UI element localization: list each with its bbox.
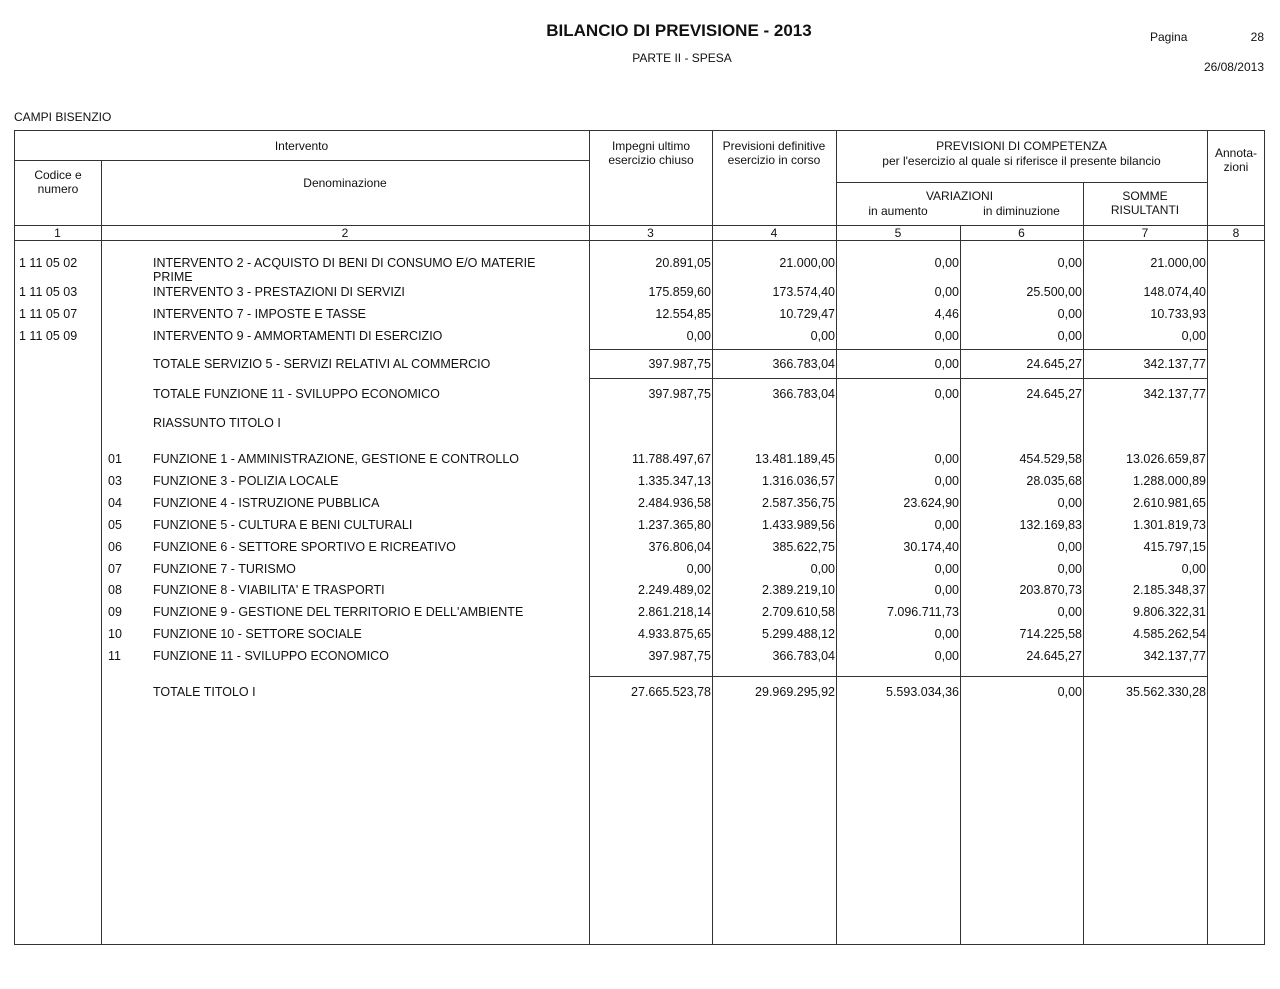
amount-cell: 9.806.322,31 <box>1133 605 1206 619</box>
header-annotazioni: Annota-zioni <box>1214 146 1258 174</box>
amount-cell: 25.500,00 <box>1026 285 1082 299</box>
header-intervento: Intervento <box>274 139 329 153</box>
amount-cell: 24.645,27 <box>1026 649 1082 663</box>
amount-cell: 29.969.295,92 <box>755 685 835 699</box>
amount-cell: 1.335.347,13 <box>638 474 711 488</box>
print-date: 26/08/2013 <box>1203 60 1264 74</box>
amount-cell: 20.891,05 <box>655 256 711 270</box>
amount-cell: 0,00 <box>810 329 835 343</box>
intervento-code: 1 11 05 02 <box>19 256 78 270</box>
amount-cell: 397.987,75 <box>648 387 711 401</box>
totale-funzione-label: TOTALE FUNZIONE 11 - SVILUPPO ECONOMICO <box>153 387 440 401</box>
page-subtitle: PARTE II - SPESA <box>632 51 732 65</box>
amount-cell: 2.861.218,14 <box>638 605 711 619</box>
grid-line <box>836 130 837 945</box>
amount-cell: 11.788.497,67 <box>631 452 711 466</box>
amount-cell: 12.554,85 <box>655 307 711 321</box>
amount-cell: 0,00 <box>1181 329 1206 343</box>
intervento-name: INTERVENTO 7 - IMPOSTE E TASSE <box>153 307 367 321</box>
amount-cell: 0,00 <box>934 518 959 532</box>
amount-cell: 2.389.219,10 <box>762 583 835 597</box>
funzione-name: FUNZIONE 4 - ISTRUZIONE PUBBLICA <box>153 496 380 510</box>
amount-cell: 4,46 <box>934 307 959 321</box>
amount-cell: 173.574,40 <box>772 285 835 299</box>
funzione-name: FUNZIONE 7 - TURISMO <box>153 562 296 576</box>
funzione-code: 05 <box>108 518 122 532</box>
amount-cell: 4.585.262,54 <box>1133 627 1206 641</box>
amount-cell: 0,00 <box>934 285 959 299</box>
amount-cell: 342.137,77 <box>1143 649 1206 663</box>
amount-cell: 0,00 <box>934 452 959 466</box>
entity-name: CAMPI BISENZIO <box>14 110 112 124</box>
header-variazioni: VARIAZIONI <box>925 189 994 203</box>
amount-cell: 376.806,04 <box>648 540 711 554</box>
amount-cell: 397.987,75 <box>648 649 711 663</box>
funzione-name: FUNZIONE 6 - SETTORE SPORTIVO E RICREATIVO <box>153 540 456 554</box>
grid-line <box>101 160 102 945</box>
amount-cell: 366.783,04 <box>772 649 835 663</box>
amount-cell: 0,00 <box>1181 562 1206 576</box>
totale-servizio-label: TOTALE SERVIZIO 5 - SERVIZI RELATIVI AL COMMERCIO <box>153 357 491 371</box>
amount-cell: 5.299.488,12 <box>762 627 835 641</box>
amount-cell: 1.433.989,56 <box>762 518 835 532</box>
amount-cell: 21.000,00 <box>779 256 835 270</box>
grid-line <box>712 130 713 945</box>
header-somme: SOMME RISULTANTI <box>1110 189 1180 217</box>
header-in-diminuzione: in diminuzione <box>983 204 1060 218</box>
amount-cell: 2.587.356,75 <box>762 496 835 510</box>
amount-cell: 1.237.365,80 <box>638 518 711 532</box>
amount-cell: 1.301.819,73 <box>1133 518 1206 532</box>
amount-cell: 385.622,75 <box>772 540 835 554</box>
amount-cell: 0,00 <box>934 583 959 597</box>
amount-cell: 342.137,77 <box>1143 357 1206 371</box>
column-number: 2 <box>341 226 349 240</box>
amount-cell: 397.987,75 <box>648 357 711 371</box>
amount-cell: 0,00 <box>686 329 711 343</box>
column-number: 6 <box>1018 226 1025 240</box>
amount-cell: 1.316.036,57 <box>762 474 835 488</box>
amount-cell: 2.484.936,58 <box>638 496 711 510</box>
amount-cell: 2.185.348,37 <box>1133 583 1206 597</box>
amount-cell: 0,00 <box>1057 256 1082 270</box>
amount-cell: 10.729,47 <box>779 307 835 321</box>
amount-cell: 0,00 <box>934 649 959 663</box>
amount-cell: 4.933.875,65 <box>638 627 711 641</box>
funzione-name: FUNZIONE 3 - POLIZIA LOCALE <box>153 474 339 488</box>
amount-cell: 7.096.711,73 <box>886 605 959 619</box>
amount-cell: 132.169,83 <box>1019 518 1082 532</box>
grid-line <box>960 225 961 945</box>
amount-cell: 23.624,90 <box>903 496 959 510</box>
funzione-code: 07 <box>108 562 122 576</box>
funzione-name: FUNZIONE 9 - GESTIONE DEL TERRITORIO E DELL'AMBIENTE <box>153 605 524 619</box>
budget-table-frame <box>14 130 1265 945</box>
amount-cell: 714.225,58 <box>1019 627 1082 641</box>
column-number: 8 <box>1232 226 1240 240</box>
amount-cell: 0,00 <box>810 562 835 576</box>
amount-cell: 366.783,04 <box>772 357 835 371</box>
column-number: 7 <box>1141 226 1149 240</box>
amount-cell: 21.000,00 <box>1150 256 1206 270</box>
intervento-name: INTERVENTO 3 - PRESTAZIONI DI SERVIZI <box>153 285 405 299</box>
funzione-name: FUNZIONE 8 - VIABILITA' E TRASPORTI <box>153 583 385 597</box>
amount-cell: 0,00 <box>934 256 959 270</box>
amount-cell: 27.665.523,78 <box>631 685 711 699</box>
amount-cell: 1.288.000,89 <box>1133 474 1206 488</box>
funzione-name: FUNZIONE 11 - SVILUPPO ECONOMICO <box>153 649 389 663</box>
amount-cell: 13.481.189,45 <box>755 452 835 466</box>
header-in-aumento: in aumento <box>868 204 928 218</box>
amount-cell: 0,00 <box>934 562 959 576</box>
page-number: 28 <box>1250 30 1264 44</box>
header-previsioni: Previsioni definitive esercizio in corso <box>722 139 826 167</box>
column-number: 1 <box>54 226 61 240</box>
total-rule <box>589 378 1207 379</box>
amount-cell: 28.035,68 <box>1026 474 1082 488</box>
amount-cell: 30.174,40 <box>903 540 959 554</box>
funzione-code: 08 <box>108 583 122 597</box>
grid-line <box>836 182 1207 183</box>
grid-line <box>14 160 589 161</box>
funzione-name: FUNZIONE 10 - SETTORE SOCIALE <box>153 627 362 641</box>
grid-line <box>589 130 590 945</box>
amount-cell: 0,00 <box>1057 496 1082 510</box>
funzione-code: 10 <box>108 627 122 641</box>
page-title: BILANCIO DI PREVISIONE - 2013 <box>546 21 812 40</box>
intervento-name: INTERVENTO 2 - ACQUISTO DI BENI DI CONSUMO E/O MATERIE <box>153 256 536 270</box>
funzione-code: 11 <box>108 649 121 663</box>
header-codice: Codice e numero <box>34 168 82 196</box>
amount-cell: 0,00 <box>1057 329 1082 343</box>
funzione-name: FUNZIONE 5 - CULTURA E BENI CULTURALI <box>153 518 413 532</box>
amount-cell: 0,00 <box>1057 540 1082 554</box>
amount-cell: 24.645,27 <box>1026 357 1082 371</box>
header-competenza-sub: per l'esercizio al quale si riferisce il presente bilancio <box>882 154 1161 168</box>
amount-cell: 0,00 <box>934 357 959 371</box>
amount-cell: 0,00 <box>934 387 959 401</box>
amount-cell: 0,00 <box>1057 685 1082 699</box>
header-competenza-title: PREVISIONI DI COMPETENZA <box>936 139 1107 153</box>
header-denominazione: Denominazione <box>303 176 387 190</box>
amount-cell: 175.859,60 <box>648 285 711 299</box>
amount-cell: 2.709.610,58 <box>762 605 835 619</box>
intervento-code: 1 11 05 03 <box>19 285 78 299</box>
amount-cell: 13.026.659,87 <box>1126 452 1206 466</box>
funzione-code: 01 <box>108 452 122 466</box>
amount-cell: 0,00 <box>1057 605 1082 619</box>
totale-titolo-label: TOTALE TITOLO I <box>153 685 256 699</box>
amount-cell: 0,00 <box>686 562 711 576</box>
intervento-name-cont: PRIME <box>153 270 193 284</box>
amount-cell: 203.870,73 <box>1019 583 1082 597</box>
amount-cell: 2.610.981,65 <box>1133 496 1206 510</box>
column-number: 4 <box>770 226 778 240</box>
intervento-name: INTERVENTO 9 - AMMORTAMENTI DI ESERCIZIO <box>153 329 443 343</box>
amount-cell: 0,00 <box>934 474 959 488</box>
funzione-code: 06 <box>108 540 122 554</box>
amount-cell: 148.074,40 <box>1143 285 1206 299</box>
amount-cell: 24.645,27 <box>1026 387 1082 401</box>
grid-line <box>14 240 1265 241</box>
grid-line <box>1207 130 1208 945</box>
grid-line <box>1083 182 1084 945</box>
amount-cell: 366.783,04 <box>772 387 835 401</box>
intervento-code: 1 11 05 07 <box>19 307 78 321</box>
amount-cell: 35.562.330,28 <box>1126 685 1206 699</box>
amount-cell: 10.733,93 <box>1150 307 1206 321</box>
amount-cell: 0,00 <box>1057 307 1082 321</box>
funzione-name: FUNZIONE 1 - AMMINISTRAZIONE, GESTIONE E CONTROLLO <box>153 452 520 466</box>
amount-cell: 454.529,58 <box>1019 452 1082 466</box>
amount-cell: 5.593.034,36 <box>886 685 959 699</box>
amount-cell: 0,00 <box>1057 562 1082 576</box>
column-number: 5 <box>894 226 902 240</box>
amount-cell: 415.797,15 <box>1143 540 1206 554</box>
intervento-code: 1 11 05 09 <box>19 329 78 343</box>
page-label: Pagina <box>1150 30 1188 44</box>
funzione-code: 03 <box>108 474 122 488</box>
total-rule <box>589 676 1207 677</box>
column-number: 3 <box>647 226 654 240</box>
header-impegni: Impegni ultimo esercizio chiuso <box>608 139 694 167</box>
amount-cell: 0,00 <box>934 329 959 343</box>
total-rule <box>589 349 1207 350</box>
amount-cell: 2.249.489,02 <box>638 583 711 597</box>
amount-cell: 0,00 <box>934 627 959 641</box>
funzione-code: 04 <box>108 496 122 510</box>
funzione-code: 09 <box>108 605 122 619</box>
riassunto-label: RIASSUNTO TITOLO I <box>153 416 281 430</box>
amount-cell: 342.137,77 <box>1143 387 1206 401</box>
